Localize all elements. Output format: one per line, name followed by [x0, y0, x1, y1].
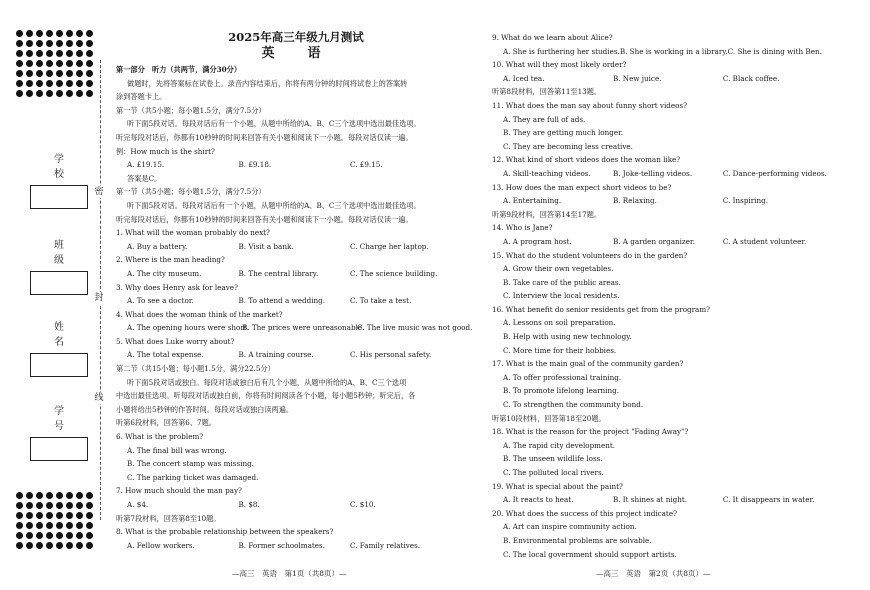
dot: [46, 502, 53, 509]
dot: [16, 70, 23, 77]
section-instruction: 小题将给出5秒钟的作答时间。每段对话或独白读两遍。: [116, 404, 294, 414]
question-14-options: [492, 235, 844, 249]
dot: [66, 522, 73, 529]
dot: [16, 522, 23, 529]
dot: [76, 522, 83, 529]
option-b: B. Relaxing.: [612, 196, 657, 206]
dot: [86, 60, 93, 67]
option-b: B. Take care of the public areas.: [503, 277, 621, 287]
dot: [36, 502, 43, 509]
option-a: A. Buy a battery.: [127, 241, 188, 251]
dot: [56, 40, 63, 47]
dot: [36, 70, 43, 77]
question-6: 6. What is the problem?: [116, 432, 204, 442]
dot: [36, 80, 43, 87]
dot: [46, 30, 53, 37]
option-b: B. £9.18.: [238, 160, 272, 170]
dot: [26, 30, 33, 37]
example-answer: 答案是C。: [127, 173, 162, 183]
dot: [16, 502, 23, 509]
dot: [46, 50, 53, 57]
dot: [86, 40, 93, 47]
section-instruction: 听下面5段对话。每段对话后有一个小题，从题中所给的A、B、C三个选项中选出最佳选项。: [127, 200, 421, 210]
dot: [16, 30, 23, 37]
section-instruction: 听下面5段对话。每段对话后有一个小题，从题中所给的A、B、C三个选项中选出最佳选项。: [127, 119, 421, 129]
dot: [26, 90, 33, 97]
dot: [46, 60, 53, 67]
dot: [66, 40, 73, 47]
school-field: [30, 150, 90, 209]
dot: [46, 70, 53, 77]
school-box[interactable]: [30, 185, 88, 209]
dot: [36, 512, 43, 519]
option-b: B. The unseen wildlife loss.: [503, 454, 603, 464]
question-20: 20. What does the success of this project indicate?: [492, 508, 677, 518]
section-instruction: 听完每段对话后，你都有10秒钟的时间来回答有关小题和阅读下一小题。每段对话仅读一遍。: [116, 132, 413, 142]
material-note: 听第7段材料，回答第8至10题。: [116, 513, 221, 523]
option-a: A. The opening hours were short.: [127, 323, 249, 333]
dot: [46, 512, 53, 519]
section-heading: 第一节（共5小题；每小题1.5分，满分7.5分）: [116, 105, 266, 115]
question-5-options: [116, 348, 476, 362]
dot: [56, 50, 63, 57]
option-a: A. To offer professional training.: [503, 372, 622, 382]
dot: [66, 80, 73, 87]
question-18: 18. What is the reason for the project "Fading Away"?: [492, 427, 689, 437]
option-b: B. To attend a wedding.: [238, 296, 326, 306]
dot: [76, 90, 83, 97]
option-a: A. The rapid city development.: [503, 440, 616, 450]
dot: [16, 80, 23, 87]
question-2: 2. Where is the man heading?: [116, 255, 225, 265]
option-c: C. The local government should support artists.: [503, 549, 677, 559]
option-b: B. New juice.: [612, 73, 662, 83]
dot: [56, 70, 63, 77]
question-12-options: [492, 167, 844, 181]
material-note: 听第8段材料，回答第11至13题。: [492, 87, 602, 97]
dot: [36, 522, 43, 529]
dot: [86, 492, 93, 499]
dot: [56, 522, 63, 529]
question-11: 11. What does the man say about funny short videos?: [492, 100, 687, 110]
option-a: A. Fellow workers.: [127, 540, 195, 550]
question-7: 7. How much should the man pay?: [116, 486, 242, 496]
school-label: 学 校: [54, 154, 74, 180]
seal-char-mi: 密: [92, 186, 106, 198]
dot: [26, 512, 33, 519]
dot: [26, 532, 33, 539]
seal-line: [100, 60, 101, 520]
section-heading: 第一节（共5小题；每小题1.5分，满分7.5分）: [116, 187, 266, 197]
option-b: B. They are getting much longer.: [503, 128, 623, 138]
question-13-options: [492, 194, 844, 208]
option-b: B. Former schoolmates.: [238, 540, 325, 550]
option-b: B. $8.: [238, 500, 260, 509]
option-b: B. Help with using new technology.: [503, 332, 632, 342]
question-19: 19. What is special about the paint?: [492, 481, 623, 491]
dot: [56, 60, 63, 67]
dot: [26, 70, 33, 77]
dot: [66, 512, 73, 519]
dot: [46, 492, 53, 499]
option-a: A. They are full of ads.: [503, 114, 586, 124]
dot: [66, 30, 73, 37]
dot: [46, 80, 53, 87]
dot: [86, 80, 93, 87]
class-label: 班 级: [54, 240, 74, 266]
option-a: A. £19.15.: [127, 160, 165, 170]
section-heading: 第二节（共15小题；每小题1.5分，满分22.5分）: [116, 364, 275, 374]
option-b: B. Environmental problems are solvable.: [503, 535, 652, 545]
dot: [66, 70, 73, 77]
student-id-label: 学 号: [54, 406, 74, 432]
dot: [56, 80, 63, 87]
dot: [56, 90, 63, 97]
questions-1-5: [116, 226, 476, 362]
dot: [26, 542, 33, 549]
dot-pattern-top: [16, 30, 96, 100]
dot: [16, 492, 23, 499]
option-a: A. Art can inspire community action.: [503, 522, 637, 532]
question-5: 5. What does Luke worry about?: [116, 336, 235, 346]
question-10: 10. What will they most likely order?: [492, 60, 627, 70]
option-b: B. The concert stamp was missing.: [127, 459, 254, 469]
dot: [76, 50, 83, 57]
dot: [46, 90, 53, 97]
question-8-options: [116, 539, 476, 553]
part-heading: 第一部分 听力（共两节，满分30分）: [116, 65, 242, 74]
page-1-footer: —高三 英语 第1页（共8页）—: [232, 569, 347, 578]
option-c: C. Interview the local residents.: [503, 291, 620, 301]
dot: [86, 30, 93, 37]
dot: [66, 502, 73, 509]
option-a: A. A program host.: [503, 236, 572, 246]
dot: [16, 50, 23, 57]
question-10-options: [492, 72, 844, 86]
option-b: B. The prices were unreasonable.: [242, 323, 365, 333]
option-a: A. Entertaining.: [503, 196, 562, 206]
dot: [36, 90, 43, 97]
dot: [26, 80, 33, 87]
student-id-box[interactable]: [30, 437, 88, 461]
dot: [56, 30, 63, 37]
section-instruction: 听下面5段对话或独白。每段对话或独白后有几个小题，从题中所给的A、B、C三个选项: [127, 377, 407, 387]
option-c: C. A student volunteer.: [722, 236, 807, 246]
class-box[interactable]: [30, 271, 88, 295]
option-c: C. The science building.: [349, 268, 438, 278]
example-options: [116, 158, 476, 172]
dot: [16, 40, 23, 47]
question-1: 1. What will the woman probably do next?: [116, 228, 270, 238]
option-c: C. She is dining with Ben.: [727, 46, 822, 56]
dot: [56, 542, 63, 549]
exam-title: 2025年高三年级九月测试: [228, 30, 364, 44]
option-c: C. More time for their hobbies.: [503, 345, 617, 355]
question-19-options: [492, 493, 844, 507]
material-note: 听第10段材料，回答第18至20题。: [492, 413, 606, 423]
option-c: C. Inspiring.: [722, 196, 768, 206]
question-7-options: [116, 498, 476, 512]
dot-pattern-bottom: [16, 492, 96, 552]
option-a: A. The city museum.: [127, 268, 202, 278]
option-c: C. It disappears in water.: [722, 495, 815, 505]
option-b: B. A training course.: [238, 350, 314, 360]
option-a: A. The total expense.: [127, 350, 204, 360]
option-c: C. The live music was not good.: [357, 323, 473, 333]
option-a: A. To see a doctor.: [127, 296, 194, 306]
dot: [56, 512, 63, 519]
name-field: [30, 318, 90, 377]
option-a: A. She is furthering her studies.: [503, 46, 620, 56]
dot: [86, 512, 93, 519]
dot: [86, 542, 93, 549]
dot: [76, 70, 83, 77]
dot: [66, 60, 73, 67]
question-3: 3. Why does Henry ask for leave?: [116, 282, 238, 292]
instruction-line: 涂到答题卡上。: [116, 92, 167, 102]
dot: [36, 542, 43, 549]
option-b: B. Visit a bank.: [238, 241, 294, 251]
instruction-line: 做题时，先将答案标在试卷上。录音内容结束后，你将有两分钟的时间将试卷上的答案转: [127, 78, 408, 88]
question-2-options: [116, 267, 476, 281]
page-2-column: [492, 31, 844, 561]
option-b: B. She is working in a library.: [619, 46, 728, 56]
option-c: C. $10.: [349, 500, 376, 509]
option-a: A. Iced tea.: [503, 73, 545, 83]
option-b: B. Joke-telling videos.: [612, 168, 693, 178]
option-c: C. His personal safety.: [349, 350, 432, 360]
seal-char-xian: 线: [92, 392, 106, 404]
dot: [66, 492, 73, 499]
section-instruction: 听完每段对话后，你都有10秒钟的时间来回答有关小题和阅读下一小题。每段对话仅读一遍。: [116, 214, 413, 224]
dot: [26, 40, 33, 47]
option-a: A. $4.: [127, 500, 149, 509]
dot: [66, 90, 73, 97]
page-1-column: [116, 30, 476, 552]
question-9: 9. What do we learn about Alice?: [492, 33, 613, 42]
option-c: C. The polluted local rivers.: [503, 468, 604, 477]
dot: [16, 532, 23, 539]
option-a: A. The final bill was wrong.: [127, 445, 227, 455]
question-4-options: [116, 321, 476, 335]
student-id-field: [30, 402, 90, 461]
question-12: 12. What kind of short videos does the woman like?: [492, 155, 681, 165]
name-label: 姓 名: [54, 322, 74, 348]
dot: [36, 40, 43, 47]
dot: [66, 50, 73, 57]
dot: [16, 542, 23, 549]
dot: [36, 492, 43, 499]
option-a: A. It reacts to heat.: [503, 495, 574, 505]
material-note: 听第9段材料，回答第14至17题。: [492, 209, 602, 219]
dot: [76, 60, 83, 67]
dot: [46, 542, 53, 549]
question-9-options: [492, 45, 844, 59]
dot: [76, 40, 83, 47]
example-question: 例：How much is the shirt?: [116, 146, 215, 156]
dot: [16, 512, 23, 519]
class-field: [30, 236, 90, 295]
page-2-footer: —高三 英语 第2页（共8页）—: [596, 569, 711, 578]
dot: [76, 502, 83, 509]
dot: [86, 522, 93, 529]
dot: [26, 492, 33, 499]
question-4: 4. What does the woman think of the market?: [116, 309, 283, 319]
dot: [36, 30, 43, 37]
question-1-options: [116, 240, 476, 254]
option-c: C. Charge her laptop.: [349, 241, 429, 251]
binding-margin: [0, 0, 108, 590]
dot: [86, 502, 93, 509]
dot: [56, 532, 63, 539]
dot: [86, 70, 93, 77]
question-8: 8. What is the probable relationship between the speakers?: [116, 527, 334, 537]
dot: [26, 60, 33, 67]
option-b: B. To promote lifelong learning.: [503, 386, 619, 396]
dot: [16, 60, 23, 67]
question-16: 16. What benefit do senior residents get from the program?: [492, 304, 711, 314]
dot: [86, 90, 93, 97]
option-b: B. It shines at night.: [612, 495, 688, 505]
option-c: C. The parking ticket was damaged.: [127, 472, 259, 482]
section-instruction: 中选出最佳选项。听每段对话或独白前，你将有时间阅读各个小题，每小题5秒钟；听完后，各: [116, 391, 416, 401]
dot: [46, 532, 53, 539]
option-c: C. To strengthen the community bond.: [503, 400, 644, 410]
question-17: 17. What is the main goal of the community garden?: [492, 359, 684, 369]
option-a: A. Grow their own vegetables.: [503, 264, 614, 274]
dot: [76, 80, 83, 87]
name-box[interactable]: [30, 353, 88, 377]
dot: [46, 40, 53, 47]
option-c: C. £9.15.: [349, 160, 383, 170]
dot: [76, 492, 83, 499]
dot: [76, 30, 83, 37]
subject-title: 英 语: [261, 46, 331, 61]
dot: [86, 50, 93, 57]
question-3-options: [116, 294, 476, 308]
dot: [26, 502, 33, 509]
question-15: 15. What do the student volunteers do in the garden?: [492, 250, 688, 260]
option-c: C. Family relatives.: [349, 540, 421, 550]
material-note: 听第6段材料，回答第6、7题。: [116, 418, 216, 428]
option-c: C. To take a test.: [349, 296, 412, 306]
option-c: C. They are becoming less creative.: [503, 141, 633, 151]
option-c: C. Black coffee.: [722, 73, 780, 83]
option-a: A. Lessons on soil preparation.: [503, 318, 616, 328]
dot: [46, 522, 53, 529]
dot: [86, 532, 93, 539]
question-14: 14. Who is Jane?: [492, 223, 553, 233]
question-13: 13. How does the man expect short videos to be?: [492, 182, 672, 192]
dot: [56, 502, 63, 509]
dot: [56, 492, 63, 499]
dot: [66, 532, 73, 539]
option-b: B. The central library.: [238, 268, 319, 278]
dot: [76, 512, 83, 519]
dot: [16, 90, 23, 97]
option-c: C. Dance-performing videos.: [722, 168, 827, 178]
option-b: B. A garden organizer.: [612, 236, 695, 246]
dot: [36, 532, 43, 539]
dot: [76, 532, 83, 539]
seal-char-feng: 封: [92, 292, 106, 304]
dot: [66, 542, 73, 549]
dot: [26, 522, 33, 529]
dot: [26, 50, 33, 57]
dot: [36, 60, 43, 67]
dot: [36, 50, 43, 57]
option-a: A. Skill-teaching videos.: [503, 168, 591, 178]
dot: [76, 542, 83, 549]
